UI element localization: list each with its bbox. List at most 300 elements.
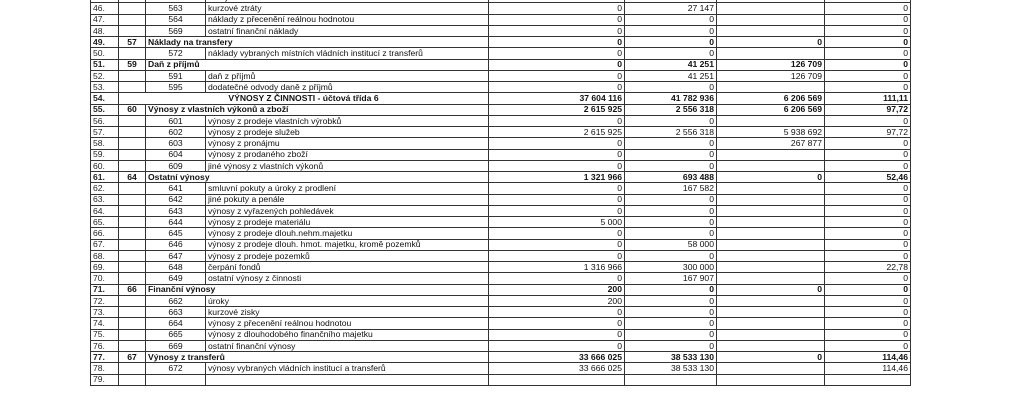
table-row <box>91 149 911 160</box>
table-row <box>91 127 911 138</box>
percent-col <box>825 374 911 385</box>
row-number: 48. <box>91 25 119 36</box>
indent-cell <box>119 262 146 273</box>
value-col-3 <box>717 25 825 36</box>
percent-col: 0 <box>825 307 911 318</box>
account-name: náklady z přecenění reálnou hodnotou <box>206 14 489 25</box>
account-code: 647 <box>146 250 206 261</box>
account-code: 641 <box>146 183 206 194</box>
row-number: 79. <box>91 374 119 385</box>
indent-cell <box>119 318 146 329</box>
indent-cell <box>119 228 146 239</box>
value-col-3: 0 <box>717 284 825 295</box>
value-col-2: 0 <box>625 228 717 239</box>
value-col-3 <box>717 217 825 228</box>
account-name: jiné pokuty a penále <box>206 194 489 205</box>
percent-col: 0 <box>825 14 911 25</box>
value-col-1: 0 <box>489 318 625 329</box>
value-col-2: 0 <box>625 295 717 306</box>
value-col-1: 1 316 966 <box>489 262 625 273</box>
account-code: 564 <box>146 14 206 25</box>
account-code: 601 <box>146 115 206 126</box>
percent-col: 0 <box>825 295 911 306</box>
table-row <box>91 363 911 374</box>
value-col-2: 0 <box>625 48 717 59</box>
percent-col: 52,46 <box>825 172 911 183</box>
percent-col: 0 <box>825 318 911 329</box>
percent-col: 0 <box>825 205 911 216</box>
group-row <box>91 172 911 183</box>
group-name: Daň z příjmů <box>146 59 489 70</box>
table-row <box>91 239 911 250</box>
row-number: 56. <box>91 115 119 126</box>
value-col-3 <box>717 228 825 239</box>
value-col-3 <box>717 295 825 306</box>
value-col-3: 267 877 <box>717 138 825 149</box>
account-code: 649 <box>146 273 206 284</box>
value-col-3 <box>717 3 825 14</box>
group-code: 66 <box>119 284 146 295</box>
percent-col: 0 <box>825 25 911 36</box>
percent-col: 111,11 <box>825 93 911 104</box>
indent-cell <box>119 14 146 25</box>
account-name: ostatní výnosy z činnosti <box>206 273 489 284</box>
account-name: výnosy vybraných vládních institucí a transferů <box>206 363 489 374</box>
account-name: daň z příjmů <box>206 70 489 81</box>
value-col-3 <box>717 183 825 194</box>
value-col-3 <box>717 262 825 273</box>
indent-cell <box>119 329 146 340</box>
row-number: 51. <box>91 59 119 70</box>
indent-cell <box>119 3 146 14</box>
value-col-2: 0 <box>625 82 717 93</box>
value-col-3 <box>717 340 825 351</box>
percent-col: 0 <box>825 250 911 261</box>
value-col-1: 2 615 925 <box>489 127 625 138</box>
indent-cell <box>119 127 146 138</box>
account-name: výnosy z prodeje dlouh. hmot. majetku, kromě pozemků <box>206 239 489 250</box>
row-number: 52. <box>91 70 119 81</box>
account-code: 669 <box>146 340 206 351</box>
table-row <box>91 307 911 318</box>
indent-cell <box>119 138 146 149</box>
value-col-2: 38 533 130 <box>625 352 717 363</box>
row-number: 74. <box>91 318 119 329</box>
account-code: 646 <box>146 239 206 250</box>
value-col-3 <box>717 273 825 284</box>
group-row <box>91 59 911 70</box>
percent-col: 0 <box>825 3 911 14</box>
value-col-3 <box>717 160 825 171</box>
percent-col: 97,72 <box>825 127 911 138</box>
value-col-3 <box>717 307 825 318</box>
row-number: 72. <box>91 295 119 306</box>
value-col-2: 693 488 <box>625 172 717 183</box>
account-code: 591 <box>146 70 206 81</box>
row-number: 75. <box>91 329 119 340</box>
percent-col: 0 <box>825 340 911 351</box>
value-col-1: 0 <box>489 307 625 318</box>
group-name: Výnosy z vlastních výkonů a zboží <box>146 104 489 115</box>
percent-col: 0 <box>825 273 911 284</box>
account-name: výnosy z prodeje materiálu <box>206 217 489 228</box>
table-row <box>91 205 911 216</box>
table-row <box>91 262 911 273</box>
account-code: 569 <box>146 25 206 36</box>
value-col-3 <box>717 14 825 25</box>
value-col-1: 0 <box>489 149 625 160</box>
account-name: výnosy z vyřazených pohledávek <box>206 205 489 216</box>
value-col-1: 0 <box>489 59 625 70</box>
row-number: 50. <box>91 48 119 59</box>
table-row <box>91 228 911 239</box>
account-code: 663 <box>146 307 206 318</box>
value-col-3 <box>717 48 825 59</box>
value-col-2: 0 <box>625 25 717 36</box>
table-row <box>91 318 911 329</box>
account-code: 642 <box>146 194 206 205</box>
row-number: 65. <box>91 217 119 228</box>
account-name: výnosy z prodeje služeb <box>206 127 489 138</box>
percent-col: 0 <box>825 37 911 48</box>
row-number: 73. <box>91 307 119 318</box>
value-col-3: 126 709 <box>717 70 825 81</box>
value-col-1: 0 <box>489 14 625 25</box>
value-col-1: 5 000 <box>489 217 625 228</box>
value-col-1: 0 <box>489 340 625 351</box>
indent-cell <box>119 239 146 250</box>
indent-cell <box>119 363 146 374</box>
indent-cell <box>119 273 146 284</box>
group-code: 57 <box>119 37 146 48</box>
account-name: smluvní pokuty a úroky z prodlení <box>206 183 489 194</box>
row-number: 59. <box>91 149 119 160</box>
value-col-1: 0 <box>489 183 625 194</box>
account-code <box>146 374 206 385</box>
account-name: kurzové zisky <box>206 307 489 318</box>
table-row <box>91 250 911 261</box>
value-col-3: 0 <box>717 37 825 48</box>
account-code: 644 <box>146 217 206 228</box>
table-row <box>91 82 911 93</box>
table-row <box>91 14 911 25</box>
value-col-2: 0 <box>625 307 717 318</box>
value-col-1: 33 666 025 <box>489 352 625 363</box>
account-name: výnosy z prodeje dlouh.nehm.majetku <box>206 228 489 239</box>
account-name: výnosy z přecenění reálnou hodnotou <box>206 318 489 329</box>
value-col-2 <box>625 374 717 385</box>
account-name <box>206 374 489 385</box>
indent-cell <box>119 183 146 194</box>
value-col-2: 300 000 <box>625 262 717 273</box>
indent-cell <box>119 374 146 385</box>
account-code: 643 <box>146 205 206 216</box>
value-col-2: 0 <box>625 37 717 48</box>
value-col-1: 0 <box>489 160 625 171</box>
account-name: náklady vybraných místních vládních institucí z transferů <box>206 48 489 59</box>
table-row <box>91 160 911 171</box>
value-col-3 <box>717 363 825 374</box>
value-col-1: 200 <box>489 284 625 295</box>
value-col-1: 37 604 116 <box>489 93 625 104</box>
total-row <box>91 93 911 104</box>
value-col-2: 41 251 <box>625 59 717 70</box>
percent-col: 0 <box>825 70 911 81</box>
row-number: 60. <box>91 160 119 171</box>
table-body <box>91 0 911 385</box>
group-row <box>91 284 911 295</box>
percent-col: 114,46 <box>825 352 911 363</box>
percent-col: 0 <box>825 284 911 295</box>
value-col-1: 0 <box>489 25 625 36</box>
account-name: výnosy z prodeje vlastních výrobků <box>206 115 489 126</box>
percent-col: 0 <box>825 149 911 160</box>
value-col-2: 0 <box>625 194 717 205</box>
value-col-2: 0 <box>625 205 717 216</box>
account-name: dodatečné odvody daně z příjmů <box>206 82 489 93</box>
value-col-3: 6 206 569 <box>717 93 825 104</box>
value-col-3 <box>717 82 825 93</box>
group-code: 60 <box>119 104 146 115</box>
value-col-2: 0 <box>625 318 717 329</box>
table-row <box>91 374 911 385</box>
value-col-1: 0 <box>489 138 625 149</box>
value-col-3: 6 206 569 <box>717 104 825 115</box>
value-col-3: 0 <box>717 352 825 363</box>
account-code: 609 <box>146 160 206 171</box>
account-name: čerpání fondů <box>206 262 489 273</box>
group-code: 59 <box>119 59 146 70</box>
value-col-3 <box>717 194 825 205</box>
value-col-2: 41 251 <box>625 70 717 81</box>
value-col-3: 126 709 <box>717 59 825 70</box>
value-col-1: 1 321 966 <box>489 172 625 183</box>
account-name: výnosy z prodaného zboží <box>206 149 489 160</box>
account-code: 648 <box>146 262 206 273</box>
value-col-2: 0 <box>625 250 717 261</box>
row-number: 55. <box>91 104 119 115</box>
table-row <box>91 273 911 284</box>
indent-cell <box>119 160 146 171</box>
account-name: jiné výnosy z vlastních výkonů <box>206 160 489 171</box>
table-row <box>91 329 911 340</box>
group-code: 67 <box>119 352 146 363</box>
account-name: výnosy z dlouhodobého finančního majetku <box>206 329 489 340</box>
group-code: 64 <box>119 172 146 183</box>
value-col-3: 0 <box>717 172 825 183</box>
value-col-1: 0 <box>489 329 625 340</box>
row-number: 64. <box>91 205 119 216</box>
group-row <box>91 352 911 363</box>
percent-col: 0 <box>825 160 911 171</box>
percent-col: 0 <box>825 329 911 340</box>
value-col-1 <box>489 374 625 385</box>
value-col-2: 167 582 <box>625 183 717 194</box>
value-col-1: 0 <box>489 82 625 93</box>
account-name: úroky <box>206 295 489 306</box>
value-col-3: 5 938 692 <box>717 127 825 138</box>
account-name: výnosy z pronájmu <box>206 138 489 149</box>
value-col-1: 0 <box>489 228 625 239</box>
account-code: 603 <box>146 138 206 149</box>
row-number: 70. <box>91 273 119 284</box>
value-col-1: 0 <box>489 70 625 81</box>
indent-cell <box>119 295 146 306</box>
group-name: Finanční výnosy <box>146 284 489 295</box>
indent-cell <box>119 217 146 228</box>
row-number: 69. <box>91 262 119 273</box>
indent-cell <box>119 48 146 59</box>
row-number: 78. <box>91 363 119 374</box>
value-col-3 <box>717 149 825 160</box>
indent-cell <box>119 70 146 81</box>
row-number: 61. <box>91 172 119 183</box>
account-code: 595 <box>146 82 206 93</box>
value-col-2: 38 533 130 <box>625 363 717 374</box>
value-col-3 <box>717 329 825 340</box>
row-number: 67. <box>91 239 119 250</box>
account-code: 602 <box>146 127 206 138</box>
value-col-1: 200 <box>489 295 625 306</box>
percent-col: 0 <box>825 138 911 149</box>
value-col-1: 0 <box>489 205 625 216</box>
row-number: 46. <box>91 3 119 14</box>
table-row <box>91 217 911 228</box>
percent-col: 0 <box>825 183 911 194</box>
row-number: 76. <box>91 340 119 351</box>
value-col-1: 0 <box>489 273 625 284</box>
value-col-2: 27 147 <box>625 3 717 14</box>
value-col-1: 0 <box>489 3 625 14</box>
value-col-2: 0 <box>625 160 717 171</box>
value-col-2: 2 556 318 <box>625 104 717 115</box>
account-code: 563 <box>146 3 206 14</box>
indent-cell <box>119 115 146 126</box>
group-name: Náklady na transfery <box>146 37 489 48</box>
group-row <box>91 37 911 48</box>
table-row <box>91 183 911 194</box>
account-code: 645 <box>146 228 206 239</box>
group-name: Ostatní výnosy <box>146 172 489 183</box>
value-col-1: 0 <box>489 115 625 126</box>
row-number: 49. <box>91 37 119 48</box>
row-number: 77. <box>91 352 119 363</box>
value-col-3 <box>717 115 825 126</box>
table-row <box>91 115 911 126</box>
row-number: 57. <box>91 127 119 138</box>
value-col-3 <box>717 318 825 329</box>
account-code: 672 <box>146 363 206 374</box>
account-code: 664 <box>146 318 206 329</box>
value-col-1: 0 <box>489 194 625 205</box>
account-code: 572 <box>146 48 206 59</box>
row-number: 58. <box>91 138 119 149</box>
row-number: 62. <box>91 183 119 194</box>
table-row <box>91 70 911 81</box>
account-code: 665 <box>146 329 206 340</box>
value-col-3 <box>717 374 825 385</box>
row-number: 68. <box>91 250 119 261</box>
account-name: ostatní finanční výnosy <box>206 340 489 351</box>
group-name: Výnosy z transferů <box>146 352 489 363</box>
indent-cell <box>119 149 146 160</box>
value-col-2: 0 <box>625 149 717 160</box>
value-col-2: 0 <box>625 284 717 295</box>
section-total-label: VÝNOSY Z ČINNOSTI - účtová třída 6 <box>119 93 489 104</box>
percent-col: 0 <box>825 239 911 250</box>
percent-col: 0 <box>825 82 911 93</box>
table-row <box>91 295 911 306</box>
percent-col: 0 <box>825 228 911 239</box>
account-code: 662 <box>146 295 206 306</box>
value-col-1: 0 <box>489 48 625 59</box>
value-col-2: 0 <box>625 14 717 25</box>
row-number: 63. <box>91 194 119 205</box>
value-col-2: 2 556 318 <box>625 127 717 138</box>
indent-cell <box>119 82 146 93</box>
indent-cell <box>119 194 146 205</box>
indent-cell <box>119 25 146 36</box>
indent-cell <box>119 307 146 318</box>
account-code: 604 <box>146 149 206 160</box>
value-col-2: 41 782 936 <box>625 93 717 104</box>
value-col-2: 0 <box>625 329 717 340</box>
value-col-3 <box>717 205 825 216</box>
row-number: 53. <box>91 82 119 93</box>
table-row <box>91 48 911 59</box>
indent-cell <box>119 250 146 261</box>
value-col-3 <box>717 239 825 250</box>
table-row <box>91 194 911 205</box>
value-col-2: 167 907 <box>625 273 717 284</box>
table-row <box>91 138 911 149</box>
table-row <box>91 340 911 351</box>
value-col-3 <box>717 250 825 261</box>
account-name: ostatní finanční náklady <box>206 25 489 36</box>
value-col-2: 0 <box>625 217 717 228</box>
percent-col: 114,46 <box>825 363 911 374</box>
row-number: 47. <box>91 14 119 25</box>
percent-col: 22,78 <box>825 262 911 273</box>
percent-col: 97,72 <box>825 104 911 115</box>
value-col-2: 0 <box>625 138 717 149</box>
value-col-1: 2 615 925 <box>489 104 625 115</box>
value-col-1: 0 <box>489 250 625 261</box>
value-col-2: 0 <box>625 340 717 351</box>
percent-col: 0 <box>825 115 911 126</box>
row-number: 71. <box>91 284 119 295</box>
indent-cell <box>119 205 146 216</box>
indent-cell <box>119 340 146 351</box>
table-row <box>91 3 911 14</box>
value-col-1: 0 <box>489 37 625 48</box>
account-name: výnosy z prodeje pozemků <box>206 250 489 261</box>
value-col-1: 0 <box>489 239 625 250</box>
percent-col: 0 <box>825 217 911 228</box>
table-row <box>91 25 911 36</box>
row-number: 54. <box>91 93 119 104</box>
row-number: 66. <box>91 228 119 239</box>
value-col-1: 33 666 025 <box>489 363 625 374</box>
value-col-2: 58 000 <box>625 239 717 250</box>
percent-col: 0 <box>825 194 911 205</box>
percent-col: 0 <box>825 48 911 59</box>
value-col-2: 0 <box>625 115 717 126</box>
income-statement-table <box>90 0 911 386</box>
percent-col: 0 <box>825 59 911 70</box>
group-row <box>91 104 911 115</box>
account-name: kurzové ztráty <box>206 3 489 14</box>
